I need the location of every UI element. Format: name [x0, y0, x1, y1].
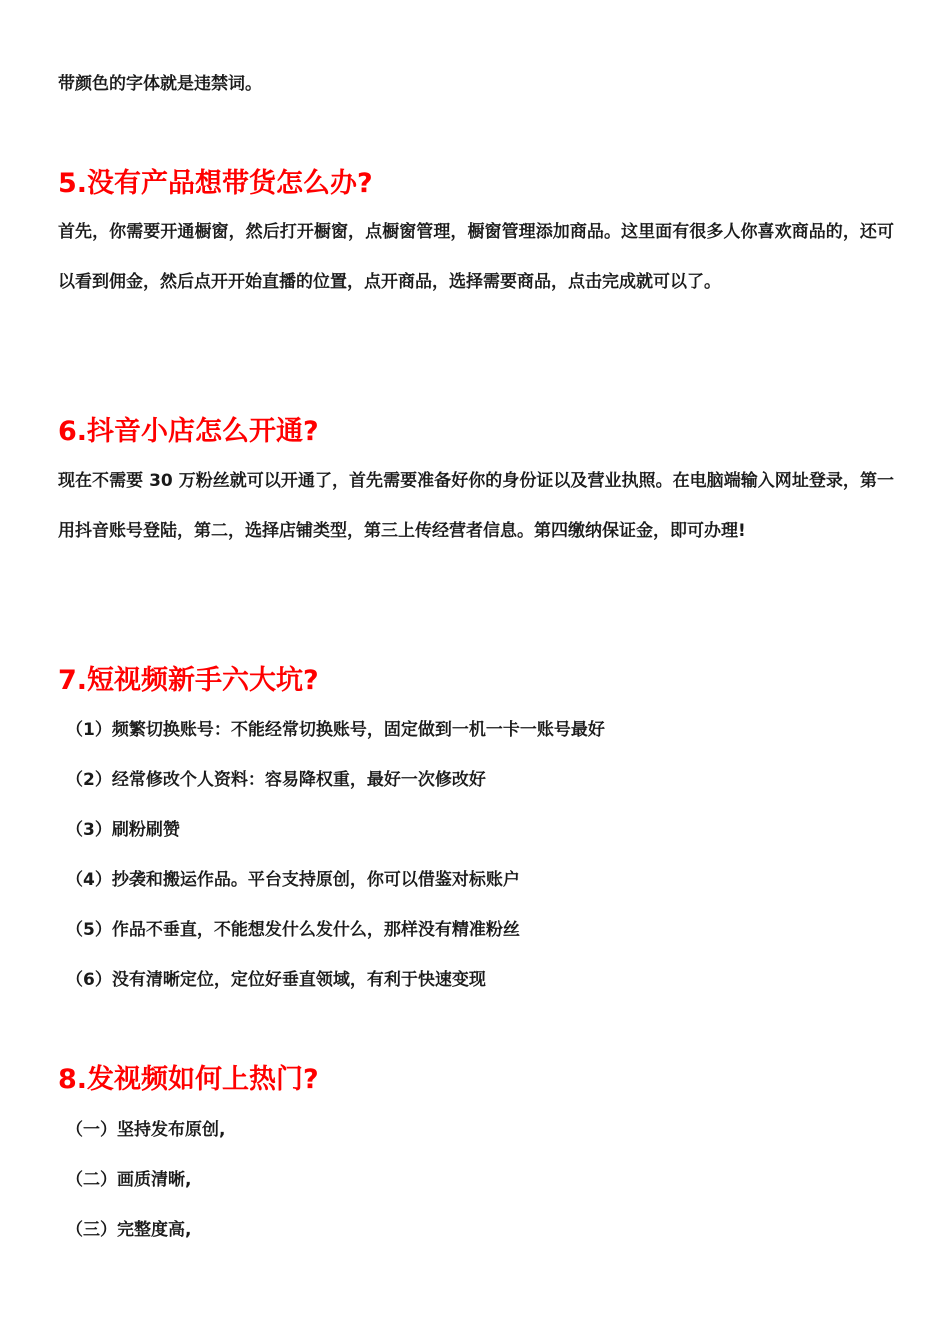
section-8-heading: 8.发视频如何上热门? [58, 1064, 319, 1095]
intro-text: 带颜色的字体就是违禁词。 [58, 74, 262, 94]
section-6-heading: 6.抖音小店怎么开通? [58, 416, 319, 447]
section-8-item-2: （二）画质清晰, [66, 1170, 192, 1190]
section-6-body: 现在不需要 30 万粉丝就可以开通了，首先需要准备好你的身份证以及营业执照。在电脑端输入网址登录，第一用抖音账号登陆，第二，选择店铺类型，第三上传经营者信息。第四缴纳保证金，即可办理! [58, 471, 894, 541]
section-7-item-1: （1）频繁切换账号：不能经常切换账号，固定做到一机一卡一账号最好 [66, 720, 605, 740]
section-5-body: 首先，你需要开通橱窗，然后打开橱窗，点橱窗管理，橱窗管理添加商品。这里面有很多人你喜欢商品的，还可以看到佣金，然后点开开始直播的位置，点开商品，选择需要商品，点击完成就可以了。 [58, 222, 894, 292]
section-5-heading: 5.没有产品想带货怎么办? [58, 168, 373, 199]
section-7-item-3: （3）刷粉刷赞 [66, 820, 180, 840]
section-8-item-1: （一）坚持发布原创, [66, 1120, 226, 1140]
section-7-item-6: （6）没有清晰定位，定位好垂直领域，有利于快速变现 [66, 970, 486, 990]
section-7-item-5: （5）作品不垂直，不能想发什么发什么，那样没有精准粉丝 [66, 920, 520, 940]
section-7-item-4: （4）抄袭和搬运作品。平台支持原创，你可以借鉴对标账户 [66, 870, 520, 890]
section-7-item-2: （2）经常修改个人资料：容易降权重，最好一次修改好 [66, 770, 486, 790]
section-7-heading: 7.短视频新手六大坑? [58, 665, 319, 696]
section-8-item-3: （三）完整度高, [66, 1220, 192, 1240]
